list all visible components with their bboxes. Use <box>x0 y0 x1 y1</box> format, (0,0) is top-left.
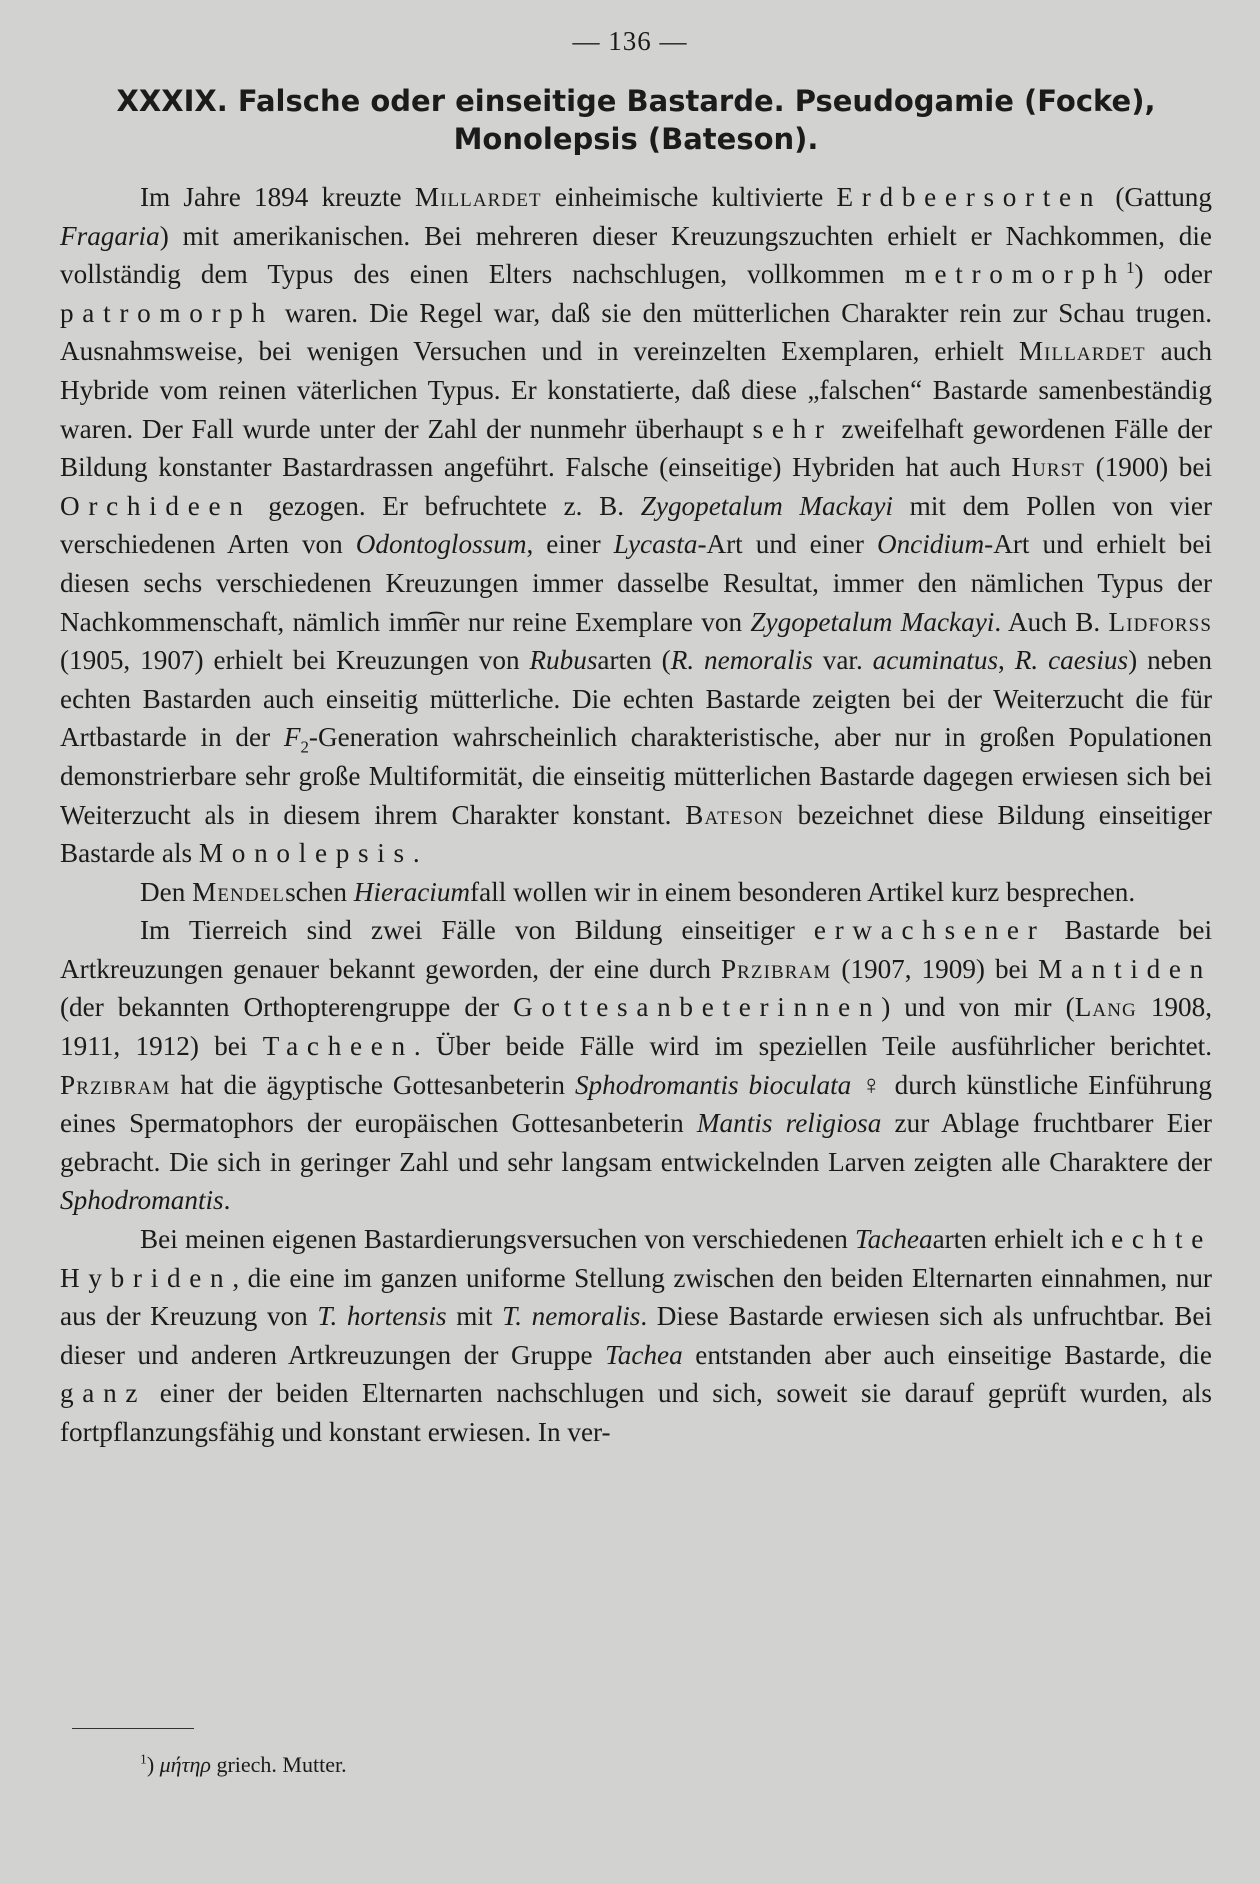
text: -Generation wahrscheinlich charakteristische, aber nur in großen Populationen demonstrierbare sehr große Multiformität, die einseitig mütterlichen Bastarde dagegen erwiesen sich bei Weiterzucht als in diesem ihrem Charakter konstant. <box>60 722 1212 830</box>
taxon-name: T. hortensis <box>317 1301 447 1332</box>
text: arten erhielt ich <box>932 1224 1112 1255</box>
chapter-heading-line-1: XXXIX. Falsche oder einseitige Bastarde. Pseudogamie (Focke), <box>116 84 1156 118</box>
paragraph-2 <box>60 873 1212 912</box>
text: . <box>223 1185 231 1216</box>
text: entstanden aber auch einseitige Bastarde, die <box>682 1339 1212 1370</box>
author-name: Millardet <box>414 182 542 212</box>
generation-subscript: 2 <box>300 737 309 757</box>
body-text <box>60 178 1212 1452</box>
author-name: Bateson <box>685 799 784 830</box>
spaced-term: erwachsener <box>813 915 1046 946</box>
text: ♀ durch künstliche Einführung eines Spermatophors der europäischen Gottesanbeterin <box>60 1069 1212 1139</box>
text: mit <box>446 1301 503 1332</box>
footnote-divider <box>72 1728 194 1729</box>
text: Im Jahre 1894 kreuzte <box>140 182 415 212</box>
text: zweifelhaft gewordenen Fälle der Bildung konstanter Bastardrassen angeführt. Falsche (einseitige) Hybriden hat auch <box>60 413 1212 483</box>
chapter-heading <box>60 82 1212 158</box>
spaced-term: patromorph <box>60 297 274 328</box>
text: ) oder <box>1134 259 1212 290</box>
taxon-name: R. caesius <box>1014 645 1129 676</box>
text: -Art und einer <box>697 529 877 560</box>
taxon-name: Zygopetalum Mackayi <box>640 490 893 521</box>
taxon-name: Fragaria <box>60 220 160 251</box>
text: Den <box>140 876 193 907</box>
text: einer der beiden Elternarten nachschlugen und sich, soweit sie darauf geprüft wurden, als fortpflanzungsfähig und konstant erwiesen. In ver- <box>60 1378 1212 1447</box>
footnote <box>140 1750 347 1780</box>
text: (der bekannten Orthopterengruppe der <box>60 992 514 1023</box>
text: , die eine im ganzen uniforme Stellung zwischen den beiden Elternarten einnahmen, nur aus der Kreuzung von <box>60 1262 1212 1332</box>
greek-word: μήτηρ <box>159 1752 211 1777</box>
generation-symbol: F <box>283 722 301 753</box>
text: gezogen. Er befruchtete z. B. <box>251 490 641 521</box>
text: (1905, 1907) erhielt bei Kreuzungen von <box>60 645 530 676</box>
taxon-name: Zygopetalum Mackayi <box>750 606 995 637</box>
author-name: Millardet <box>1018 336 1146 367</box>
author-name: Lang <box>1074 992 1137 1023</box>
text: einheimische kultivierte <box>541 182 837 212</box>
text: ) neben echten Bastarden auch einseitig mütterliche. Die echten Bastarde zeigten bei der Weiterzucht die für Artbastarde in der <box>60 645 1212 753</box>
text: (1900) bei <box>1084 452 1212 483</box>
author-name: Przibram <box>720 953 832 984</box>
spaced-term: sehr <box>752 413 833 444</box>
text: . Auch B. <box>994 606 1109 637</box>
author-name: Lidforss <box>1108 606 1212 637</box>
paragraph-3 <box>60 911 1212 1220</box>
taxon-name: Sphodromantis bioculata <box>574 1069 852 1100</box>
spaced-term: Mantiden <box>1038 953 1212 984</box>
taxon-name: Tachea <box>605 1339 683 1370</box>
author-name: Przibram <box>60 1069 171 1100</box>
spaced-term: metromorph <box>904 259 1127 290</box>
taxon-name: Mantis religiosa <box>696 1108 882 1139</box>
spaced-term: ganz <box>60 1378 147 1409</box>
text: , <box>998 645 1015 676</box>
text: hat die ägyptische Gottesanbeterin <box>170 1069 575 1100</box>
text: . Diese Bastarde erwiesen sich als unfruchtbar. Bei dieser und anderen Artkreuzungen der Gruppe <box>60 1301 1212 1370</box>
paragraph-4 <box>60 1220 1212 1452</box>
text: Bastarde bei Artkreuzungen genauer bekannt geworden, der eine durch <box>60 915 1212 984</box>
taxon-name: Lycasta <box>613 529 698 560</box>
spaced-term: echte Hybriden <box>60 1224 1212 1293</box>
text: -Art und erhielt bei diesen sechs verschiedenen Kreuzungen immer dasselbe Resultat, immer den nämlichen Typus der Nachkommenschaft, nämlich imm͡er nur reine Exemplare von <box>60 529 1212 637</box>
text: , einer <box>526 529 614 560</box>
text: (Gattung <box>1102 182 1212 212</box>
text: . <box>412 838 420 869</box>
taxon-name: T. nemoralis <box>502 1301 641 1332</box>
text: Im Tierreich sind zwei Fälle von Bildung einseitiger <box>140 915 814 946</box>
text: waren. Die Regel war, daß sie den mütterlichen Charakter rein zur Schau trugen. Ausnahmsweise, bei wenigen Versuchen und in vereinzelten Exemplaren, erhielt <box>60 297 1212 367</box>
taxon-name: Hieracium <box>353 876 471 907</box>
chapter-heading-line-2: Monolepsis (Bateson). <box>453 122 819 156</box>
spaced-term: Orchideen <box>60 490 252 521</box>
author-name: Mendel <box>192 876 286 907</box>
paragraph-1 <box>60 178 1212 873</box>
spaced-term: Erdbeersorten <box>836 182 1103 212</box>
text: ) und von mir ( <box>881 992 1075 1023</box>
text: . Über beide Fälle wird im speziellen Teile ausführlicher berichtet. <box>413 1031 1212 1062</box>
spaced-term: Gottesanbeterinnen <box>513 992 882 1023</box>
text: schen <box>285 876 354 907</box>
text: zur Ablage fruchtbarer Eier gebracht. Die sich in geringer Zahl und sehr langsam entwickelnden Larven zeigten alle Charaktere der <box>60 1108 1212 1177</box>
text: arten ( <box>597 645 671 676</box>
text: auch Hybride vom reinen väterlichen Typus. Er konstatierte, daß diese „falschen“ Bastarde samenbeständig waren. Der Fall wurde unter der Zahl der nunmehr überhaupt <box>60 336 1212 444</box>
footnote-reference: 1 <box>1126 258 1135 278</box>
page-number: — 136 — <box>572 26 688 56</box>
taxon-name: Tachea <box>855 1224 933 1255</box>
footnote-mark: 1 <box>140 1751 147 1767</box>
text: fall wollen wir in einem besonderen Artikel kurz besprechen. <box>470 876 1136 907</box>
spaced-term: Tacheen <box>262 1031 414 1062</box>
text: (1907, 1909) bei <box>831 953 1039 984</box>
taxon-name: acuminatus <box>872 645 999 676</box>
taxon-name: Rubus <box>529 645 598 676</box>
taxon-name: Odontoglossum <box>355 529 527 560</box>
text: 1908, 1911, 1912) bei <box>60 992 1212 1062</box>
taxon-name: Oncidium <box>876 529 985 560</box>
text: ) <box>146 1752 160 1777</box>
text: ) mit amerikanischen. Bei mehreren dieser Kreuzungszuchten erhielt er Nachkommen, die vollständig dem Typus des einen Elters nachschlugen, vollkommen <box>60 220 1212 290</box>
text: var. <box>812 645 873 676</box>
footnote-text: griech. Mutter. <box>210 1752 347 1777</box>
taxon-name: R. nemoralis <box>670 645 813 676</box>
text: Bei meinen eigenen Bastardierungsversuchen von verschiedenen <box>140 1224 856 1255</box>
author-name: Hurst <box>1011 452 1085 483</box>
taxon-name: Sphodromantis <box>60 1185 224 1216</box>
text: bezeichnet diese Bildung einseitiger Bastarde als <box>60 799 1212 869</box>
spaced-term: Monolepsis <box>198 838 413 869</box>
text: mit dem Pollen von vier verschiedenen Arten von <box>60 490 1212 560</box>
